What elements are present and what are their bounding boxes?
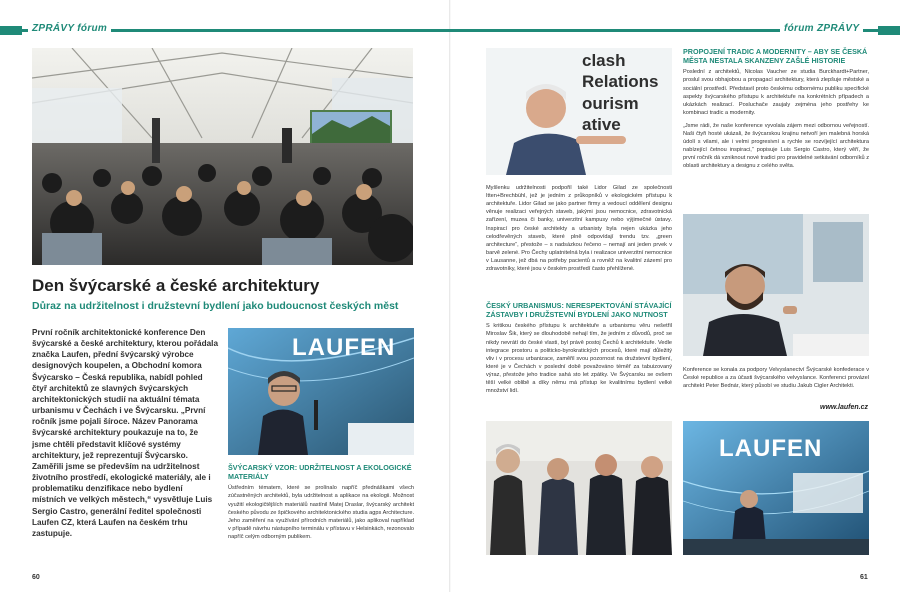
section-text: S kritikou českého přístupu k architektuře a urbanismu věru nešetřil Miroslav Šik, který se dlouhodobě nehají tím, že jedním z důvodů, proč se nikdy nevrátí do české vlasti, byl právě postoj Čechů k architektuře. Vedle integrace prostoru a politicko-byrokratických procesů, které mají důležitý vliv i v procesu urbanizace, zaměřil svou pozornost na družstevní bydlení, které je v Čechách v poslední době považováno téměř za tabuizovaný výraz, přestože jeho tradice sahá sto let zpátky. Ve Švýcarsku se ovšem těší velké oblibě a díky němu má přístup ke kvalitnímu bydlení velké množství lidí. — [486, 323, 672, 395]
section-text: Konference se konala za podpory Velvyslanectví Švýcarské konfederace v České republice a za účasti švýcarského velvyslance. Konferenci provázel architekt Peter Bednár, který působí ve studiu Jakub Cigler Architekti. — [683, 367, 869, 390]
page-number-right: 61 — [860, 574, 868, 581]
article-lead: První ročník architektonické konference Den švýcarské a české architektury, kterou pořádala značka Laufen, přední švýcarský výrobce designových koupelen, a Obchodní komora Švýcarsko – Česká republika, nabídl pohled čtyř architektů ze slavných švýcarských architektonických studií na aktuální témata urbanismu v Čechách i ve Švýcarsku. „První ročník jsme pojali šíroce. Název Panorama švýcarské architektury poukazuje na to, že jsme chtěli představit klíčové systémy architektury, jež reprezentují Švýcarsko. Zaměřili jsme se především na udržitelnost životního prostředí, ekologické materiály, ale i problematiku denzifikace nebo bydlení místních ve velkých městech,“ vysvětluje Luis Sergio Castro, generální ředitel společnosti Laufen CZ, která Laufen na českém trhu zastupuje. — [32, 328, 218, 538]
bearded-speaker-photo — [683, 214, 869, 356]
header-block — [0, 26, 22, 35]
brand-label: fórum — [77, 23, 108, 34]
brand-label: fórum — [784, 23, 814, 34]
article-title: Den švýcarské a české architektury — [32, 276, 320, 295]
article-subtitle: Důraz na udržitelnost i družstevní bydlení jako budoucnost českých měst — [32, 300, 399, 312]
screen-word: clash — [582, 51, 626, 70]
screen-word: ourism — [582, 93, 639, 113]
section-label: ZPRÁVY — [32, 23, 75, 34]
section-swiss-model — [228, 464, 414, 541]
speaker-laufen-photo — [228, 328, 414, 455]
section-heading: ŠVÝCARSKÝ VZOR: UDRŽITELNOST A EKOLOGICKÉ MATERIÁLY — [228, 463, 412, 481]
section-heading: ČESKÝ URBANISMUS: NERESPEKTOVÁNÍ STÁVAJÍCÍ ZÁSTAVBY I DRUŽSTEVNÍ BYDLENÍ JAKO NUTNOST — [486, 301, 672, 319]
section-tradition — [683, 48, 869, 171]
section-urbanism — [486, 302, 672, 395]
screen-word: Relations — [582, 72, 659, 92]
laufen-logo-text: LAUFEN — [719, 435, 823, 462]
laufen-logo-text: LAUFEN — [292, 334, 396, 361]
conference-hall-photo — [32, 48, 413, 265]
laufen-url: www.laufen.cz — [820, 404, 868, 411]
section-text: Myšlenku udržitelnosti podpořil také Lidor Gilad ze společnosti Itten+Brechbühl, jež je jedním z průkopníků v ekologickém přístupu k architektuře. Lidor Gilad se jako partner firmy a vedoucí oddělení designu věnuje realizaci veřejných staveb, jakými jsou nemocnice, zdravotnická zařízení, muzea či banky, univerzitní kampusy nebo výjimečné ústavy. Inspirací pro české architekty a urbanisty byla nejen ukázka jeho celodřevěných staveb, které plně odpovídají trendu tzv. „green architecture“, přestože – s nadsázkou řečeno – nemají ani jeden prvek v barvě zelené. Pro Čechy uplatnitelná byla i realizace univerzitní nemocnice v Lausanne, jež dbá na potřeby pacientů a rovněž na kvalitní zázemí pro zdravotníky, které jsou v českém prostředí často přehlížené. — [486, 185, 672, 273]
section-text: Ústředním tématem, které se prolínalo napříč přednáškami všech zúčastněných architektů, byla udržitelnost a aplikace na ekologii. Možnost využití ekologičtějších materiálů nastínil Matej Draslar, švýcarský architekt českého původu ze špičkového architektonického studia agps Architecture. Jeho zaměření na využívání přírodních materiálů, jako aplikoval například v případě návrhu nástupního terminálu v přístavu v Helsinkách, rezonovalo napříč celým odborným publikem. — [228, 485, 414, 540]
section-text: Poslední z architektů, Nicolas Vaucher ze studia Burckhardt+Partner, proslul svou obhajobou a propagací architektury, která zlepšuje městské a sociální prostředí. Představil proto českému odbornému publiku specifické aspekty švýcarského přístupu k architektuře na konkrétních případech a ukázkách realizací. Posluchače zaujaly zejména jeho postřehy ke kombinaci tradic a modernity. — [683, 69, 869, 116]
section-closing — [683, 366, 869, 390]
speaker-presentation-photo — [486, 48, 672, 175]
section-tag-right — [780, 23, 863, 34]
section-label: ZPRÁVY — [816, 23, 860, 34]
section-quote: „Jsme rádi, že naše konference vyvolala zájem mezi odbornou veřejností. Naši čtyři hosté ukázali, že švýcarskou krajinu netvoří jen malebná horská údolí s vilami, ale i velmi progresivní a rychle se rozvíjející architektura nabízející četnou inspiraci,“ popisuje Luis Sergio Castro, který věří, že první ročník dá vzniknout nové tradici pro pravidelné setkávání odborníků z oblasti architektury a designu z celého světa. — [683, 122, 869, 170]
screen-text — [582, 50, 659, 135]
header-block — [878, 26, 900, 35]
section-tag-left — [28, 23, 111, 34]
section-heading: PROPOJENÍ TRADIC A MODERNITY – ABY SE ČESKÁ MĚSTA NESTALA SKANZENY ZAŠLÉ HISTORIE — [683, 47, 868, 65]
page-gutter — [449, 0, 451, 592]
laufen-stage-photo — [683, 421, 869, 555]
screen-word: ative — [582, 114, 621, 134]
section-sustainability — [486, 184, 672, 273]
group-conversation-photo — [486, 421, 672, 555]
page-number-left: 60 — [32, 574, 40, 581]
header-left — [0, 23, 450, 36]
header-right — [450, 23, 900, 36]
